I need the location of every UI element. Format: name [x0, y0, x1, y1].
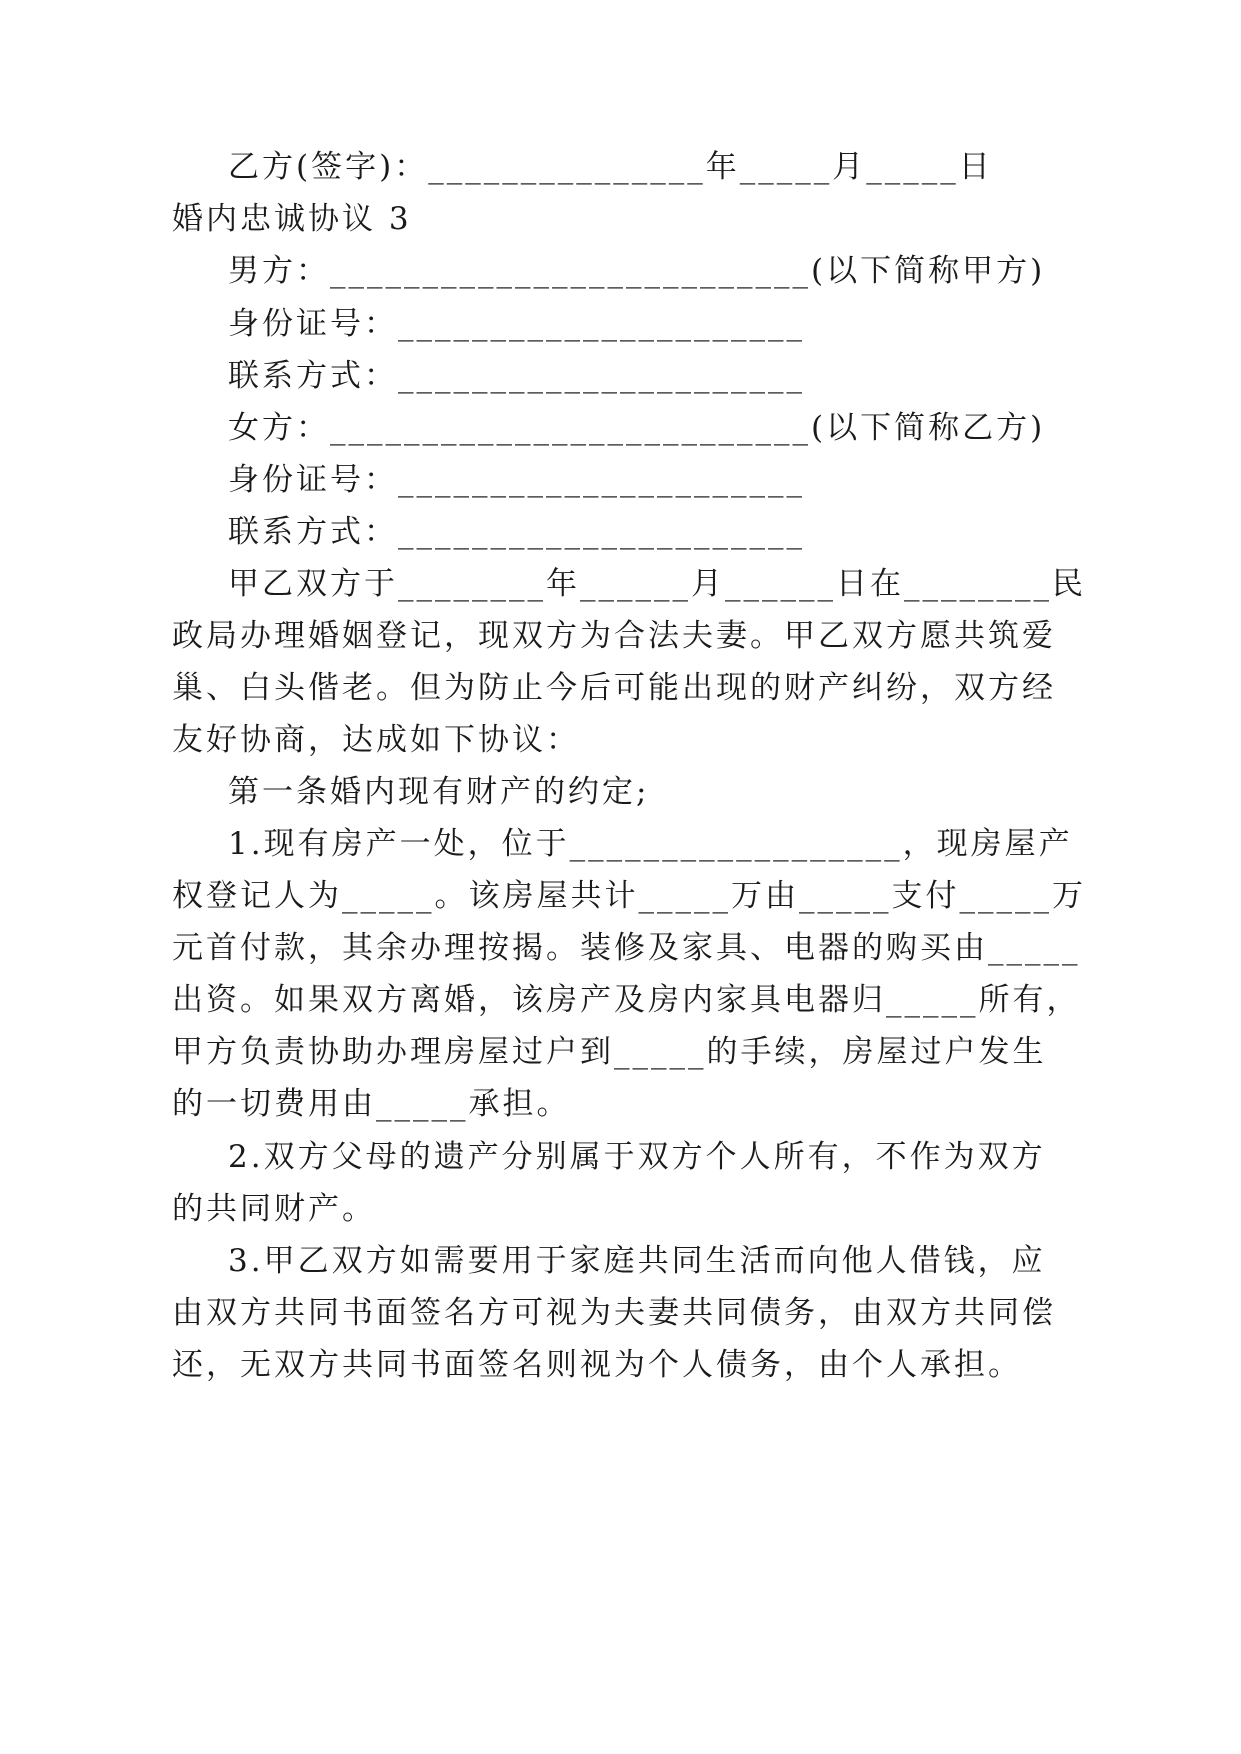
- wife-field: 女方：__________________________(以下简称乙方): [228, 410, 1046, 446]
- agreement-title: 婚内忠诚协议 3: [172, 201, 412, 237]
- clause-1-line: 1.现有房产一处，位于__________________，现房屋产: [228, 826, 1073, 862]
- clause-3-line: 还，无双方共同书面签名则视为个人债务，由个人承担。: [172, 1347, 1022, 1383]
- article-one-heading: 第一条婚内现有财产的约定;: [228, 774, 650, 810]
- husband-contact-field: 联系方式：______________________: [228, 358, 805, 394]
- intro-paragraph-line: 甲乙双方于________年______月______日在________民: [228, 566, 1086, 602]
- clause-2-line: 的共同财产。: [172, 1191, 376, 1227]
- husband-id-field: 身份证号：______________________: [228, 306, 805, 342]
- wife-id-field: 身份证号：______________________: [228, 462, 805, 498]
- intro-paragraph-line: 政局办理婚姻登记，现双方为合法夫妻。甲乙双方愿共筑爱: [172, 618, 1056, 654]
- clause-3-line: 3.甲乙双方如需要用于家庭共同生活而向他人借钱，应: [228, 1243, 1046, 1279]
- intro-paragraph-line: 友好协商，达成如下协议：: [172, 722, 580, 758]
- wife-contact-field: 联系方式：______________________: [228, 514, 805, 550]
- clause-1-line: 甲方负责协助办理房屋过户到_____的手续，房屋过户发生: [172, 1034, 1047, 1070]
- husband-field: 男方：__________________________(以下简称甲方): [228, 253, 1046, 289]
- intro-paragraph-line: 巢、白头偕老。但为防止今后可能出现的财产纠纷，双方经: [172, 670, 1056, 706]
- clause-3-line: 由双方共同书面签名方可视为夫妻共同债务，由双方共同偿: [172, 1295, 1056, 1331]
- clause-1-line: 元首付款，其余办理按揭。装修及家具、电器的购买由_____: [172, 930, 1081, 966]
- clause-1-line: 出资。如果双方离婚，该房产及房内家具电器归_____所有，: [172, 982, 1081, 1018]
- clause-1-line: 权登记人为_____。该房屋共计_____万由_____支付_____万: [172, 878, 1086, 914]
- clause-2-line: 2.双方父母的遗产分别属于双方个人所有，不作为双方: [228, 1139, 1046, 1175]
- clause-1-line: 的一切费用由_____承担。: [172, 1086, 571, 1122]
- party-b-signature-line: 乙方(签字)：_______________年_____月_____日: [228, 149, 993, 185]
